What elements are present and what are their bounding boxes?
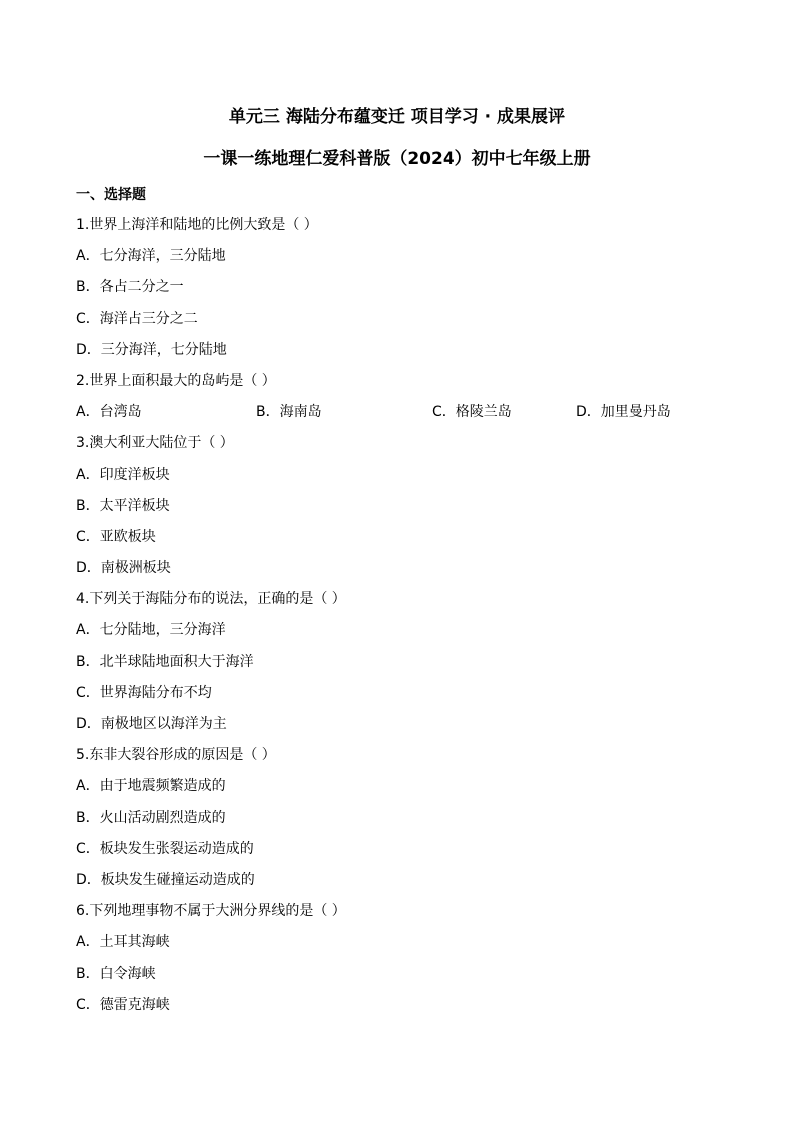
question-5-stem: 5.东非大裂谷形成的原因是（ ） xyxy=(76,747,276,764)
question-5-option-a: A．由于地震频繁造成的 xyxy=(76,778,226,795)
question-2-stem: 2.世界上面积最大的岛屿是（ ） xyxy=(76,372,276,389)
question-5-option-c: C．板块发生张裂运动造成的 xyxy=(76,840,254,857)
question-3-stem: 3.澳大利亚大陆位于（ ） xyxy=(76,435,234,452)
question-6-option-a: A．土耳其海峡 xyxy=(76,934,170,951)
document-subtitle: 一课一练地理仁爱科普版（2024）初中七年级上册 xyxy=(203,149,591,169)
question-4-option-c: C．世界海陆分布不均 xyxy=(76,684,212,701)
section-heading: 一、选择题 xyxy=(76,187,146,203)
question-list xyxy=(76,215,736,1026)
question-3-option-d: D．南极洲板块 xyxy=(76,560,171,577)
question-1-stem: 1.世界上海洋和陆地的比例大致是（ ） xyxy=(76,217,318,233)
question-2-option-c: C．格陵兰岛 xyxy=(432,404,512,421)
question-1-option-a: A．七分海洋，三分陆地 xyxy=(76,248,226,265)
question-1-option-b: B．各占二分之一 xyxy=(76,279,184,296)
question-3-option-c: C．亚欧板块 xyxy=(76,528,156,545)
question-6-option-c: C．德雷克海峡 xyxy=(76,996,170,1013)
question-1-option-c: C．海洋占三分之二 xyxy=(76,310,198,327)
question-6-option-b: B．白令海峡 xyxy=(76,965,156,982)
question-3-option-a: A．印度洋板块 xyxy=(76,466,170,483)
question-2-option-a: A．台湾岛 xyxy=(76,404,142,421)
document-title: 单元三 海陆分布蕴变迁 项目学习 · 成果展评 xyxy=(228,107,566,127)
question-5-option-b: B．火山活动剧烈造成的 xyxy=(76,809,226,826)
question-2-options-row xyxy=(76,402,736,433)
question-4-option-a: A．七分陆地，三分海洋 xyxy=(76,622,226,639)
question-5-option-d: D．板块发生碰撞运动造成的 xyxy=(76,871,255,888)
question-4-option-d: D．南极地区以海洋为主 xyxy=(76,716,227,732)
question-2-option-b: B．海南岛 xyxy=(256,404,322,421)
question-1-option-d: D．三分海洋，七分陆地 xyxy=(76,341,227,358)
question-2-option-d: D．加里曼丹岛 xyxy=(576,404,671,421)
question-4-option-b: B．北半球陆地面积大于海洋 xyxy=(76,653,254,670)
question-4-stem: 4.下列关于海陆分布的说法，正确的是（ ） xyxy=(76,591,346,608)
question-3-option-b: B．太平洋板块 xyxy=(76,497,170,514)
question-6-stem: 6.下列地理事物不属于大洲分界线的是（ ） xyxy=(76,903,346,920)
